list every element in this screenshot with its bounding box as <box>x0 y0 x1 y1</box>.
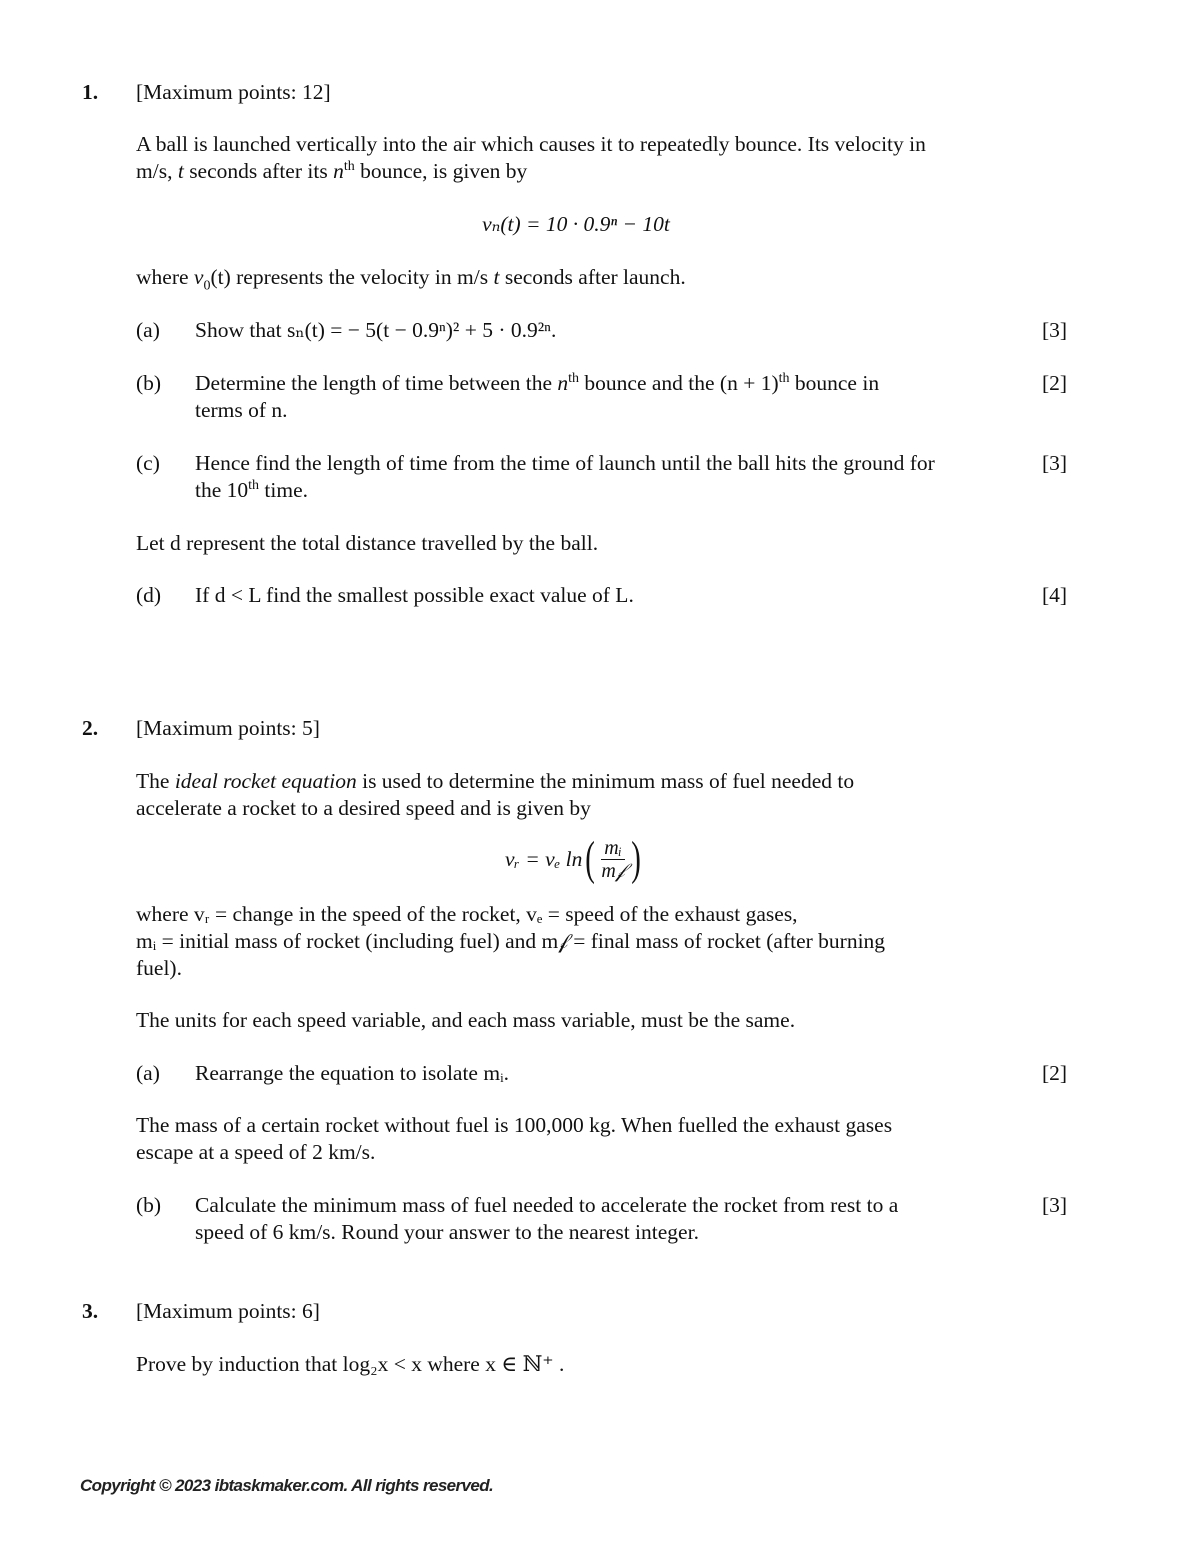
question-1b-text: Determine the length of time between the $n^{th}$ bounce and the $(n + 1)^{th}$ bounce in terms of n. <box>195 370 880 422</box>
question-2-intro: The ideal rocket equation is used to determine the minimum mass of fuel needed to accelerate a rocket to a desired speed and is given by <box>136 769 855 820</box>
question-1a-marks: [3] <box>1042 318 1068 342</box>
question-1b-label: (b) <box>136 371 162 395</box>
question-2-number: 2. <box>82 716 99 740</box>
question-1-intro-line2: m/s, t seconds after its $n^{th}$ bounce, is given by <box>136 158 528 183</box>
question-1d-text: If d < L find the smallest possible exact value of L. <box>195 583 634 607</box>
question-2a-text: Rearrange the equation to isolate mᵢ. <box>195 1061 509 1085</box>
question-1-number: 1. <box>82 80 99 104</box>
question-3-text: Prove by induction that log₂x < x where x ∈ ℕ⁺ . <box>136 1352 565 1376</box>
question-1b-marks: [2] <box>1042 371 1068 395</box>
copyright-footer: Copyright © 2023 ibtaskmaker.com. All rights reserved. <box>80 1476 494 1495</box>
question-1-velocity-equation: vₙ(t) = 10 · 0.9ⁿ − 10t <box>482 212 670 236</box>
question-1d-label: (d) <box>136 583 162 607</box>
question-2-max-points: [Maximum points: 5] <box>136 716 320 740</box>
question-1c-marks: [3] <box>1042 451 1068 475</box>
question-1c-label: (c) <box>136 451 160 475</box>
question-1c-text: Hence find the length of time from the time of launch until the ball hits the ground for the 10th time. <box>195 451 935 502</box>
question-1-intro <box>136 131 1016 185</box>
question-2-rocket-equation: vᵣ = vₑ ln ( $\frac{\text{mᵢ}}{\text{m𝒻}}$ ) <box>505 832 641 885</box>
question-1a-label: (a) <box>136 318 160 342</box>
question-1-let-d: Let d represent the total distance travelled by the ball. <box>136 531 599 555</box>
question-3-number: 3. <box>82 1299 99 1323</box>
question-1-where-line: where $v_0(t)$ represents the velocity in m/s t seconds after launch. <box>136 265 686 294</box>
question-2-mass-info: The mass of a certain rocket without fuel is 100,000 kg. When fuelled the exhaust gases escape at a speed of 2 km/s. <box>136 1113 893 1164</box>
question-2b-marks: [3] <box>1042 1193 1068 1217</box>
question-1-max-points: [Maximum points: 12] <box>136 80 331 104</box>
question-2-definitions: where vᵣ = change in the speed of the rocket, vₑ = speed of the exhaust gases, mᵢ = initial mass of rocket (including fuel) and m𝒻 = final mass of rocket (after burning fuel). <box>136 902 886 980</box>
question-2-units-note: The units for each speed variable, and each mass variable, must be the same. <box>136 1008 796 1032</box>
question-1d-marks: [4] <box>1042 583 1068 607</box>
question-1a-text: Show that sₙ(t) = − 5(t − 0.9ⁿ)² + 5 · 0.9²ⁿ. <box>195 318 557 342</box>
question-2a-marks: [2] <box>1042 1061 1068 1085</box>
question-2b-text: Calculate the minimum mass of fuel needed to accelerate the rocket from rest to a speed of 6 km/s. Round your answer to the nearest integer. <box>195 1193 899 1244</box>
question-3-max-points: [Maximum points: 6] <box>136 1299 320 1323</box>
question-2a-label: (a) <box>136 1061 160 1085</box>
question-2b-label: (b) <box>136 1193 162 1217</box>
question-1-intro-line1: A ball is launched vertically into the air which causes it to repeatedly bounce. Its velocity in <box>136 132 926 156</box>
